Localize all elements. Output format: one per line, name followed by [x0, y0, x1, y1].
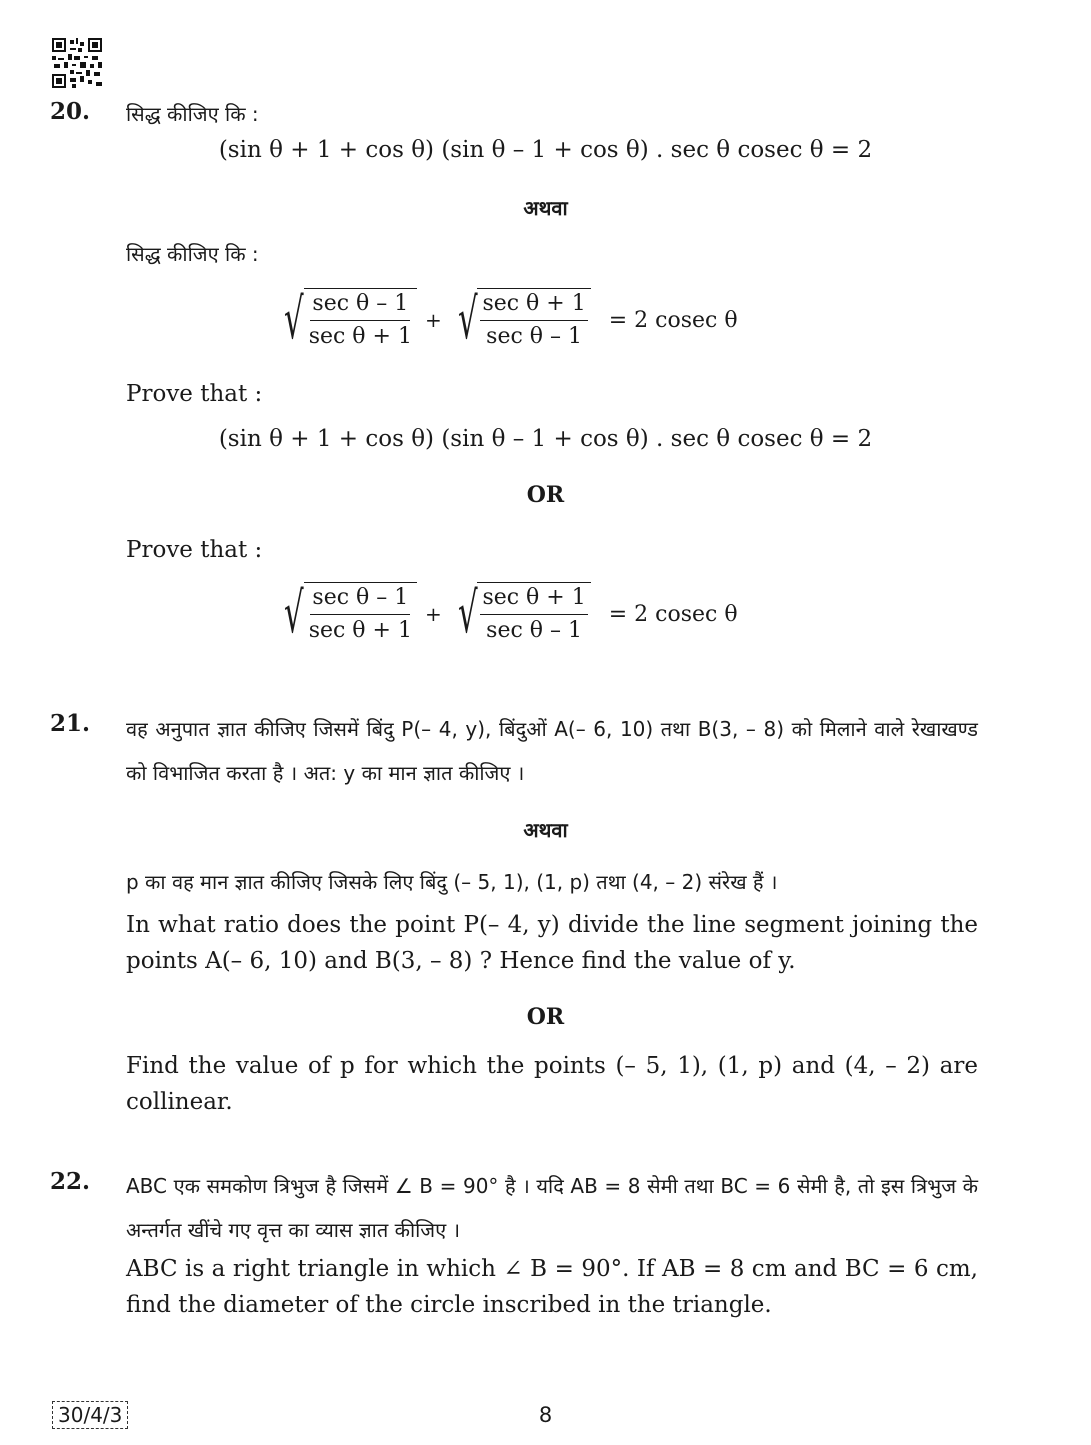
equation-rhs: = 2 cosec θ	[608, 601, 738, 627]
sqrt-term-1: √ $\frac{\text{sec θ – 1}}{\text{sec θ + 1}}$	[276, 582, 417, 646]
english-question-text: In what ratio does the point P(– 4, y) divide the line segment joining the points A(– 6, 10) and B(3, – 8) ? Hence find the value of y.	[126, 912, 978, 974]
qr-code	[52, 38, 102, 88]
hindi-question-text: वह अनुपात ज्ञात कीजिए जिसमें बिंदु P(– 4, y), बिंदुओं A(– 6, 10) तथा B(3, – 8) को मिलाने वाले रेखाखण्ड को विभाजित करता है । अत: y का मान ज्ञात कीजिए ।	[126, 717, 978, 785]
question-number: 21.	[50, 710, 91, 737]
english-alternate-question: Find the value of p for which the points (– 5, 1), (1, p) and (4, – 2) are collinear.	[126, 1053, 978, 1115]
hindi-prove-label-2: सिद्ध कीजिए कि :	[126, 242, 259, 266]
english-prove-label: Prove that :	[126, 381, 263, 407]
plus-sign: +	[424, 308, 442, 332]
fraction-numerator: sec θ – 1	[310, 583, 410, 615]
sqrt-identity-english	[276, 582, 738, 646]
sqrt-term-1: √ $\frac{\text{sec θ – 1}}{\text{sec θ + 1}}$	[276, 288, 417, 352]
english-question-text: ABC is a right triangle in which ∠ B = 90°. If AB = 8 cm and BC = 6 cm, find the diameter of the circle inscribed in the triangle.	[126, 1256, 978, 1318]
sqrt-identity-hindi	[276, 288, 738, 352]
fraction-numerator: sec θ + 1	[480, 289, 587, 321]
english-prove-label-2: Prove that :	[126, 537, 263, 563]
paper-code: 30/4/3	[52, 1401, 128, 1429]
equation-rhs: = 2 cosec θ	[608, 307, 738, 333]
fraction-denominator: sec θ + 1	[308, 618, 412, 643]
fraction-denominator: sec θ + 1	[308, 324, 412, 349]
question-number: 22.	[50, 1168, 91, 1195]
fraction-denominator: sec θ – 1	[486, 618, 583, 643]
plus-sign: +	[424, 602, 442, 626]
hindi-prove-label: सिद्ध कीजिए कि :	[126, 102, 259, 126]
hindi-question-text: ABC एक समकोण त्रिभुज है जिसमें ∠ B = 90° है । यदि AB = 8 सेमी तथा BC = 6 सेमी है, तो इस त्रिभुज के अन्तर्गत खींचे गए वृत्त का व्यास ज्ञात कीजिए ।	[126, 1174, 978, 1242]
sqrt-term-2: √ $\frac{\text{sec θ + 1}}{\text{sec θ – 1}}$	[450, 288, 591, 352]
english-or-separator: OR	[526, 482, 565, 508]
fraction-denominator: sec θ – 1	[486, 324, 583, 349]
hindi-or-separator: अथवा	[523, 818, 568, 842]
page-number: 8	[538, 1403, 553, 1427]
english-or-separator: OR	[526, 1004, 565, 1030]
hindi-or-separator: अथवा	[523, 196, 568, 220]
fraction-numerator: sec θ + 1	[480, 583, 587, 615]
equation-identity-hindi: (sin θ + 1 + cos θ) (sin θ – 1 + cos θ) . sec θ cosec θ = 2	[218, 137, 873, 163]
fraction-numerator: sec θ – 1	[310, 289, 410, 321]
sqrt-term-2: √ $\frac{\text{sec θ + 1}}{\text{sec θ – 1}}$	[450, 582, 591, 646]
equation-identity-english: (sin θ + 1 + cos θ) (sin θ – 1 + cos θ) . sec θ cosec θ = 2	[218, 426, 873, 452]
hindi-alternate-question: p का वह मान ज्ञात कीजिए जिसके लिए बिंदु (– 5, 1), (1, p) तथा (4, – 2) संरेख हैं ।	[126, 870, 778, 894]
question-number: 20.	[50, 98, 91, 125]
